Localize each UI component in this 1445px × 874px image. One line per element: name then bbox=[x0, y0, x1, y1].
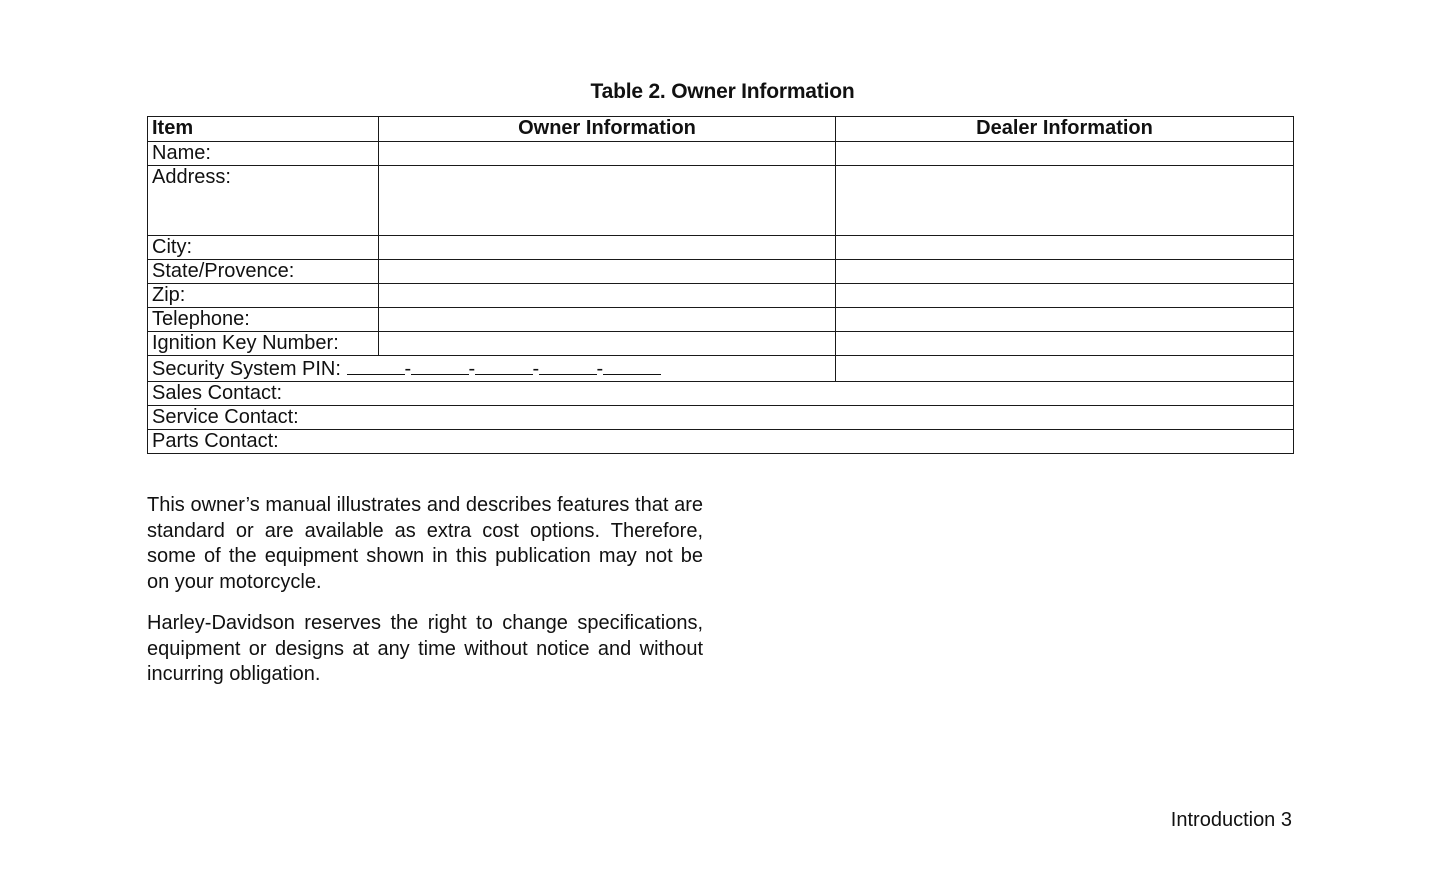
table-row-service-contact bbox=[148, 406, 1294, 430]
security-pin-blanks[interactable] bbox=[347, 358, 661, 380]
owner-information-table bbox=[147, 116, 1294, 454]
table-row-parts-contact bbox=[148, 430, 1294, 454]
page-footer-label: Introduction 3 bbox=[1170, 809, 1292, 831]
label-security-pin: Security System PIN: bbox=[152, 358, 341, 380]
owner-address-cell[interactable] bbox=[379, 166, 836, 236]
label-address: Address: bbox=[148, 166, 379, 236]
table-row-zip bbox=[148, 284, 1294, 308]
owner-state-cell[interactable] bbox=[379, 260, 836, 284]
label-sales-contact: Sales Contact: bbox=[148, 382, 1294, 406]
security-pin-cell bbox=[148, 356, 836, 382]
dealer-security-pin-cell[interactable] bbox=[836, 356, 1294, 382]
label-ignition-key: Ignition Key Number: bbox=[148, 332, 379, 356]
pin-blank[interactable] bbox=[603, 356, 661, 375]
header-dealer-information: Dealer Information bbox=[836, 117, 1294, 142]
owner-name-cell[interactable] bbox=[379, 142, 836, 166]
dealer-ignition-key-cell[interactable] bbox=[836, 332, 1294, 356]
table-row-city bbox=[148, 236, 1294, 260]
dealer-state-cell[interactable] bbox=[836, 260, 1294, 284]
owner-zip-cell[interactable] bbox=[379, 284, 836, 308]
dealer-zip-cell[interactable] bbox=[836, 284, 1294, 308]
pin-blank[interactable] bbox=[475, 356, 533, 375]
dealer-telephone-cell[interactable] bbox=[836, 308, 1294, 332]
label-city: City: bbox=[148, 236, 379, 260]
label-telephone: Telephone: bbox=[148, 308, 379, 332]
header-item: Item bbox=[148, 117, 379, 142]
owner-telephone-cell[interactable] bbox=[379, 308, 836, 332]
table-row-ignition-key bbox=[148, 332, 1294, 356]
table-header-row bbox=[148, 117, 1294, 142]
pin-blank[interactable] bbox=[347, 356, 405, 375]
table-row-security-pin bbox=[148, 356, 1294, 382]
dealer-address-cell[interactable] bbox=[836, 166, 1294, 236]
label-zip: Zip: bbox=[148, 284, 379, 308]
dealer-name-cell[interactable] bbox=[836, 142, 1294, 166]
pin-dash: - bbox=[532, 358, 540, 380]
dealer-city-cell[interactable] bbox=[836, 236, 1294, 260]
table-row-address bbox=[148, 166, 1294, 236]
table-row-name bbox=[148, 142, 1294, 166]
owner-ignition-key-cell[interactable] bbox=[379, 332, 836, 356]
table-title: Table 2. Owner Information bbox=[590, 80, 855, 103]
table-row-telephone bbox=[148, 308, 1294, 332]
table-row-sales-contact bbox=[148, 382, 1294, 406]
intro-paragraph: This owner’s manual illustrates and describes features that are standard or are available as extra cost options. Therefore, some of the equipment shown in this publication may not be on your motorcycle. bbox=[147, 494, 703, 593]
label-service-contact: Service Contact: bbox=[148, 406, 1294, 430]
label-state: State/Provence: bbox=[148, 260, 379, 284]
pin-blank[interactable] bbox=[539, 356, 597, 375]
label-name: Name: bbox=[148, 142, 379, 166]
label-parts-contact: Parts Contact: bbox=[148, 430, 1294, 454]
pin-dash: - bbox=[596, 358, 604, 380]
header-owner-information: Owner Information bbox=[379, 117, 836, 142]
pin-dash: - bbox=[468, 358, 476, 380]
disclaimer-paragraph: Harley-Davidson reserves the right to change specifications, equipment or designs at any time without notice and without incurring obligation. bbox=[147, 612, 703, 685]
pin-blank[interactable] bbox=[411, 356, 469, 375]
owner-city-cell[interactable] bbox=[379, 236, 836, 260]
pin-dash: - bbox=[404, 358, 412, 380]
table-row-state bbox=[148, 260, 1294, 284]
